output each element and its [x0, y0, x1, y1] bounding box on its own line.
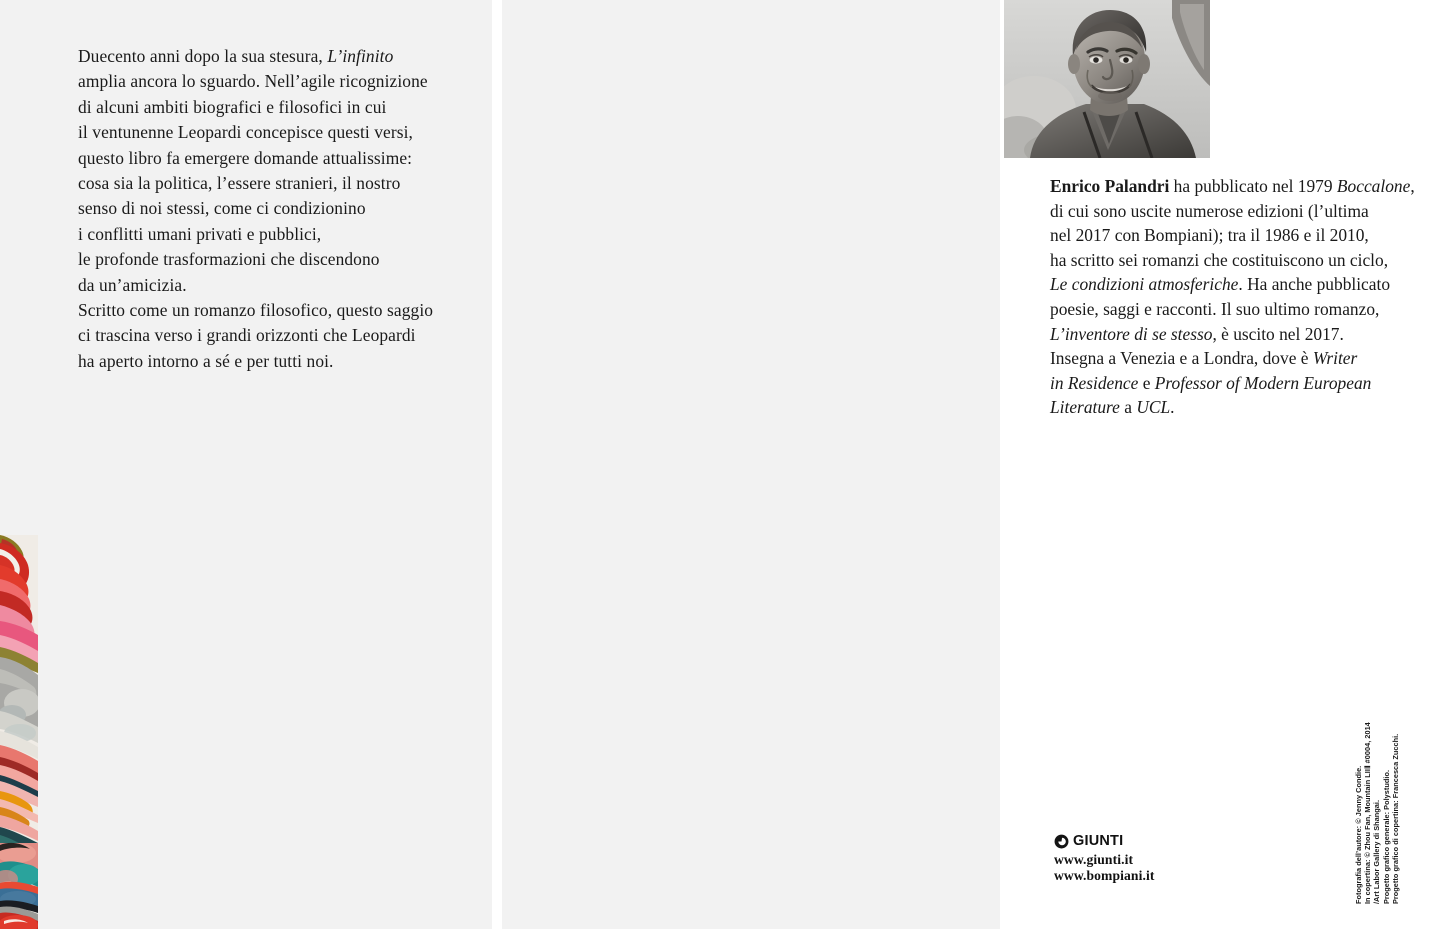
back-cover-panel — [0, 0, 492, 929]
blurb-line-6: senso di noi stessi, come ci condizionino — [78, 198, 366, 219]
blurb-line-12: ha aperto intorno a sé e per tutti noi. — [78, 350, 334, 371]
copyright-credits-block — [1353, 676, 1450, 904]
bio-line-8: in Residence e Professor of Modern European — [1050, 372, 1372, 393]
bio-line-3: ha scritto sei romanzi che costituiscono un ciclo, — [1050, 249, 1389, 270]
blurb-line-9: da un’amicizia. — [78, 274, 187, 295]
credit-line-1: In copertina: © Zhou Fan, Mountain LIIⅡ #0004, 2014 — [1363, 722, 1373, 904]
blurb-line-5: cosa sia la politica, l’essere stranieri, il nostro — [78, 173, 401, 194]
blurb-line-1: amplia ancora lo sguardo. Nell’agile ricognizione — [78, 71, 428, 92]
author-biography-text — [1050, 174, 1430, 420]
front-flap-panel — [502, 0, 1415, 929]
bio-line-4: Le condizioni atmosferiche. Ha anche pubblicato — [1050, 274, 1391, 295]
bio-line-5: poesie, saggi e racconti. Il suo ultimo romanzo, — [1050, 298, 1380, 319]
bio-line-6: L’inventore di se stesso, è uscito nel 2017. — [1050, 323, 1344, 344]
bio-line-0: Enrico Palandri ha pubblicato nel 1979 Boccalone, — [1050, 176, 1415, 196]
bio-line-9: Literature a UCL. — [1050, 397, 1175, 418]
credit-line-2: /Art Labor Gallery di Shangai. — [1372, 799, 1382, 904]
blurb-line-0: Duecento anni dopo la sua stesura, L’infinito — [78, 46, 394, 66]
publisher-name: GIUNTI — [1073, 833, 1124, 849]
bio-line-1: di cui sono uscite numerose edizioni (l’ultima — [1050, 200, 1369, 221]
blurb-line-4: questo libro fa emergere domande attualissime: — [78, 147, 413, 168]
credit-line-4: Progetto grafico di copertina: Francesca Zucchi. — [1390, 733, 1400, 904]
credit-line-3: Progetto grafico generale: Polystudio. — [1381, 769, 1391, 904]
publisher-url-giunti[interactable]: www.giunti.it — [1054, 852, 1134, 867]
blurb-line-3: il ventunenne Leopardi concepisce questi versi, — [78, 122, 414, 143]
publisher-block — [1054, 833, 1274, 884]
panel-gutter-divider — [492, 0, 502, 929]
bio-line-2: nel 2017 con Bompiani); tra il 1986 e il 2010, — [1050, 225, 1369, 246]
bio-line-7: Insegna a Venezia e a Londra, dove è Writer — [1050, 348, 1358, 369]
blurb-line-7: i conflitti umani privati e pubblici, — [78, 223, 322, 244]
credit-line-0: Fotografia dell’autore: © Jenny Condie. — [1353, 765, 1363, 904]
blurb-line-10: Scritto come un romanzo filosofico, questo saggio — [78, 300, 434, 321]
blurb-line-8: le profonde trasformazioni che discendono — [78, 249, 380, 270]
blurb-line-11: ci trascina verso i grandi orizzonti che Leopardi — [78, 325, 416, 346]
marbled-artwork-strip — [0, 535, 38, 929]
publisher-url-bompiani[interactable]: www.bompiani.it — [1054, 868, 1155, 883]
giunti-circle-logo-icon — [1054, 834, 1069, 849]
publisher-logo-row — [1054, 833, 1274, 849]
book-blurb-text — [78, 44, 478, 374]
author-portrait-photo — [1004, 0, 1210, 158]
blurb-line-2: di alcuni ambiti biografici e filosofici in cui — [78, 96, 387, 117]
